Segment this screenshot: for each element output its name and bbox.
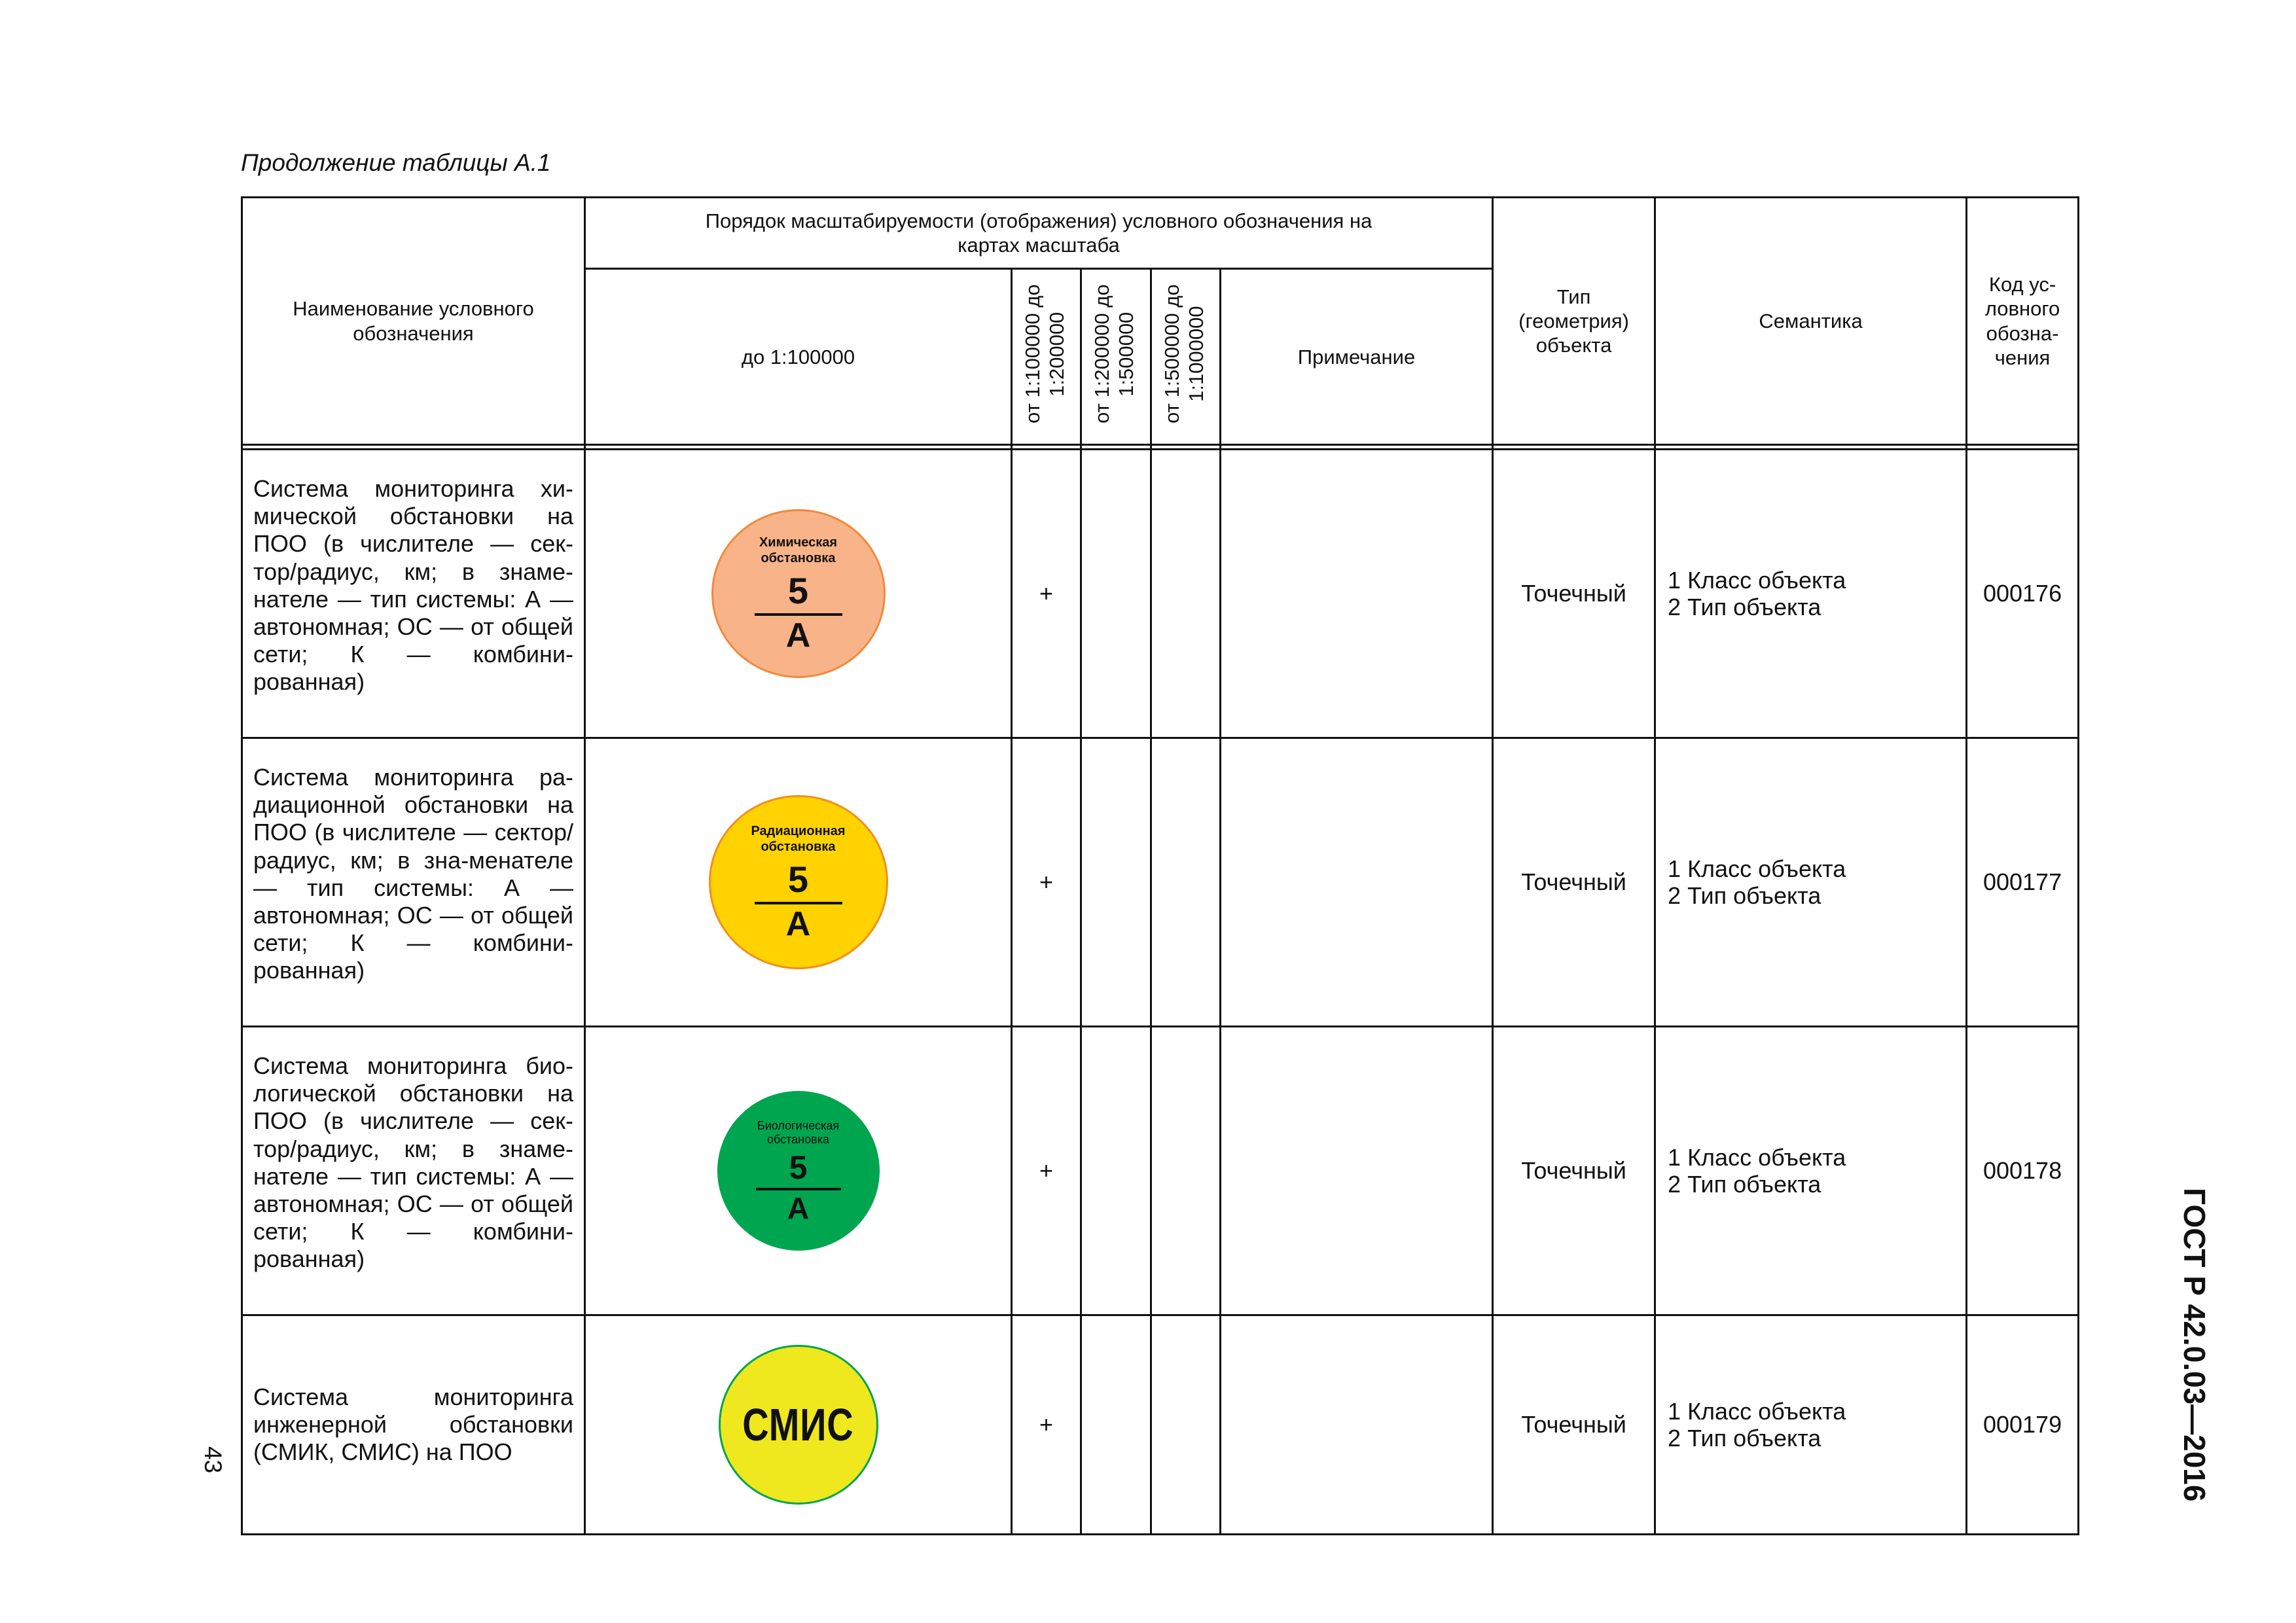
row-note <box>1221 450 1493 738</box>
radiation-monitoring-symbol <box>709 795 888 969</box>
row-scale-4 <box>1151 1315 1221 1535</box>
header-scale-4: от 1:500000 до 1:1000000 <box>1160 284 1208 424</box>
row-name: Система мониторинга хи-мической обстановки на ПОО (в числителе — сек-тор/радиус, км; в знаме-нателе — тип системы: А — автономная; ОС — от общей сети; К — комбини-рованная) <box>242 450 585 738</box>
row-note <box>1221 1315 1493 1535</box>
header-scale-3-cell <box>1081 269 1151 445</box>
header-name: Наименование условного обозначения <box>242 198 585 445</box>
semantics-line: 1 Класс объекта <box>1668 1143 1846 1171</box>
table-row <box>242 1027 2079 1315</box>
row-code: 000178 <box>1967 1027 2079 1315</box>
row-geometry: Точечный <box>1493 450 1655 738</box>
row-geometry: Точечный <box>1493 1027 1655 1315</box>
header-scale-2: от 1:100000 до 1:200000 <box>1020 284 1068 424</box>
symbol-numerator: 5 <box>787 859 809 901</box>
header-scale-3: от 1:200000 до 1:500000 <box>1090 284 1138 424</box>
row-scale-3 <box>1081 1315 1151 1535</box>
row-code: 000177 <box>1967 738 2079 1027</box>
row-semantics <box>1655 738 1967 1027</box>
symbol-text: СМИС <box>742 1399 854 1451</box>
row-scale-2: + <box>1012 738 1081 1027</box>
header-scale-1: до 1:100000 <box>585 269 1012 445</box>
header-row-1 <box>242 198 2079 269</box>
symbol-label: Радиационная обстановка <box>751 824 846 855</box>
row-scale-2: + <box>1012 1315 1081 1535</box>
table-row <box>242 450 2079 738</box>
row-scale-3 <box>1081 1027 1151 1315</box>
header-scale-group: Порядок масштабируемости (отображения) условного обозначения на картах масштаба <box>585 198 1493 269</box>
symbol-denominator: А <box>785 905 811 944</box>
row-geometry: Точечный <box>1493 1315 1655 1535</box>
semantics-line: 1 Класс объекта <box>1668 566 1846 594</box>
biological-monitoring-symbol <box>717 1091 880 1251</box>
header-separator <box>242 445 2079 450</box>
table-row <box>242 1315 2079 1535</box>
row-scale-3 <box>1081 738 1151 1027</box>
header-note: Примечание <box>1221 269 1493 445</box>
header-scale-2-cell <box>1012 269 1081 445</box>
symbol-numerator: 5 <box>787 570 809 612</box>
row-name: Система мониторинга инженерной обстановки (СМИК, СМИС) на ПОО <box>242 1315 585 1535</box>
engineering-monitoring-symbol <box>719 1345 878 1505</box>
semantics-line: 2 Тип объекта <box>1668 882 1821 910</box>
row-scale-4 <box>1151 1027 1221 1315</box>
fraction-bar <box>755 902 842 904</box>
row-symbol-cell <box>585 1315 1012 1535</box>
fraction-bar <box>755 613 842 616</box>
header-code: Код ус-ловного обозна-чения <box>1967 198 2079 445</box>
page-number: 43 <box>200 1446 226 1474</box>
row-semantics <box>1655 450 1967 738</box>
symbol-label: Биологическая обстановка <box>757 1118 840 1147</box>
table-caption: Продолжение таблицы А.1 <box>241 149 551 176</box>
semantics-line: 1 Класс объекта <box>1668 1397 1846 1425</box>
row-semantics <box>1655 1027 1967 1315</box>
symbol-denominator: А <box>787 1190 810 1225</box>
symbol-label: Химическая обстановка <box>759 535 838 566</box>
row-name: Система мониторинга био-логической обстановки на ПОО (в числителе — сек-тор/радиус, км; в знаме-нателе — тип системы: А — автономная; ОС — от общей сети; К — комбини-рованная) <box>242 1027 585 1315</box>
row-code: 000176 <box>1967 450 2079 738</box>
table-row <box>242 738 2079 1027</box>
symbol-numerator: 5 <box>789 1149 808 1186</box>
header-geometry: Тип (геометрия) объекта <box>1493 198 1655 445</box>
semantics-line: 2 Тип объекта <box>1668 594 1821 621</box>
symbol-denominator: А <box>785 616 811 655</box>
symbols-table <box>241 196 2079 1535</box>
row-scale-2: + <box>1012 1027 1081 1315</box>
row-symbol-cell <box>585 450 1012 738</box>
semantics-line: 2 Тип объекта <box>1668 1425 1821 1452</box>
chemical-monitoring-symbol <box>711 509 886 678</box>
semantics-line: 1 Класс объекта <box>1668 855 1846 882</box>
header-semantics: Семантика <box>1655 198 1967 445</box>
row-scale-3 <box>1081 450 1151 738</box>
document-standard-title: ГОСТ Р 42.0.03—2016 <box>2178 1188 2212 1502</box>
row-scale-2: + <box>1012 450 1081 738</box>
row-symbol-cell <box>585 738 1012 1027</box>
header-scale-4-cell <box>1151 269 1221 445</box>
row-note <box>1221 738 1493 1027</box>
row-symbol-cell <box>585 1027 1012 1315</box>
row-scale-4 <box>1151 450 1221 738</box>
row-name: Система мониторинга ра-диационной обстановки на ПОО (в числителе — сектор/радиус, км; в зна-менателе — тип системы: А — автономная; ОС — от общей сети; К — комбини-рованная) <box>242 738 585 1027</box>
fraction-bar <box>756 1188 841 1190</box>
row-code: 000179 <box>1967 1315 2079 1535</box>
row-note <box>1221 1027 1493 1315</box>
semantics-line: 2 Тип объекта <box>1668 1171 1821 1198</box>
row-scale-4 <box>1151 738 1221 1027</box>
row-geometry: Точечный <box>1493 738 1655 1027</box>
row-semantics <box>1655 1315 1967 1535</box>
